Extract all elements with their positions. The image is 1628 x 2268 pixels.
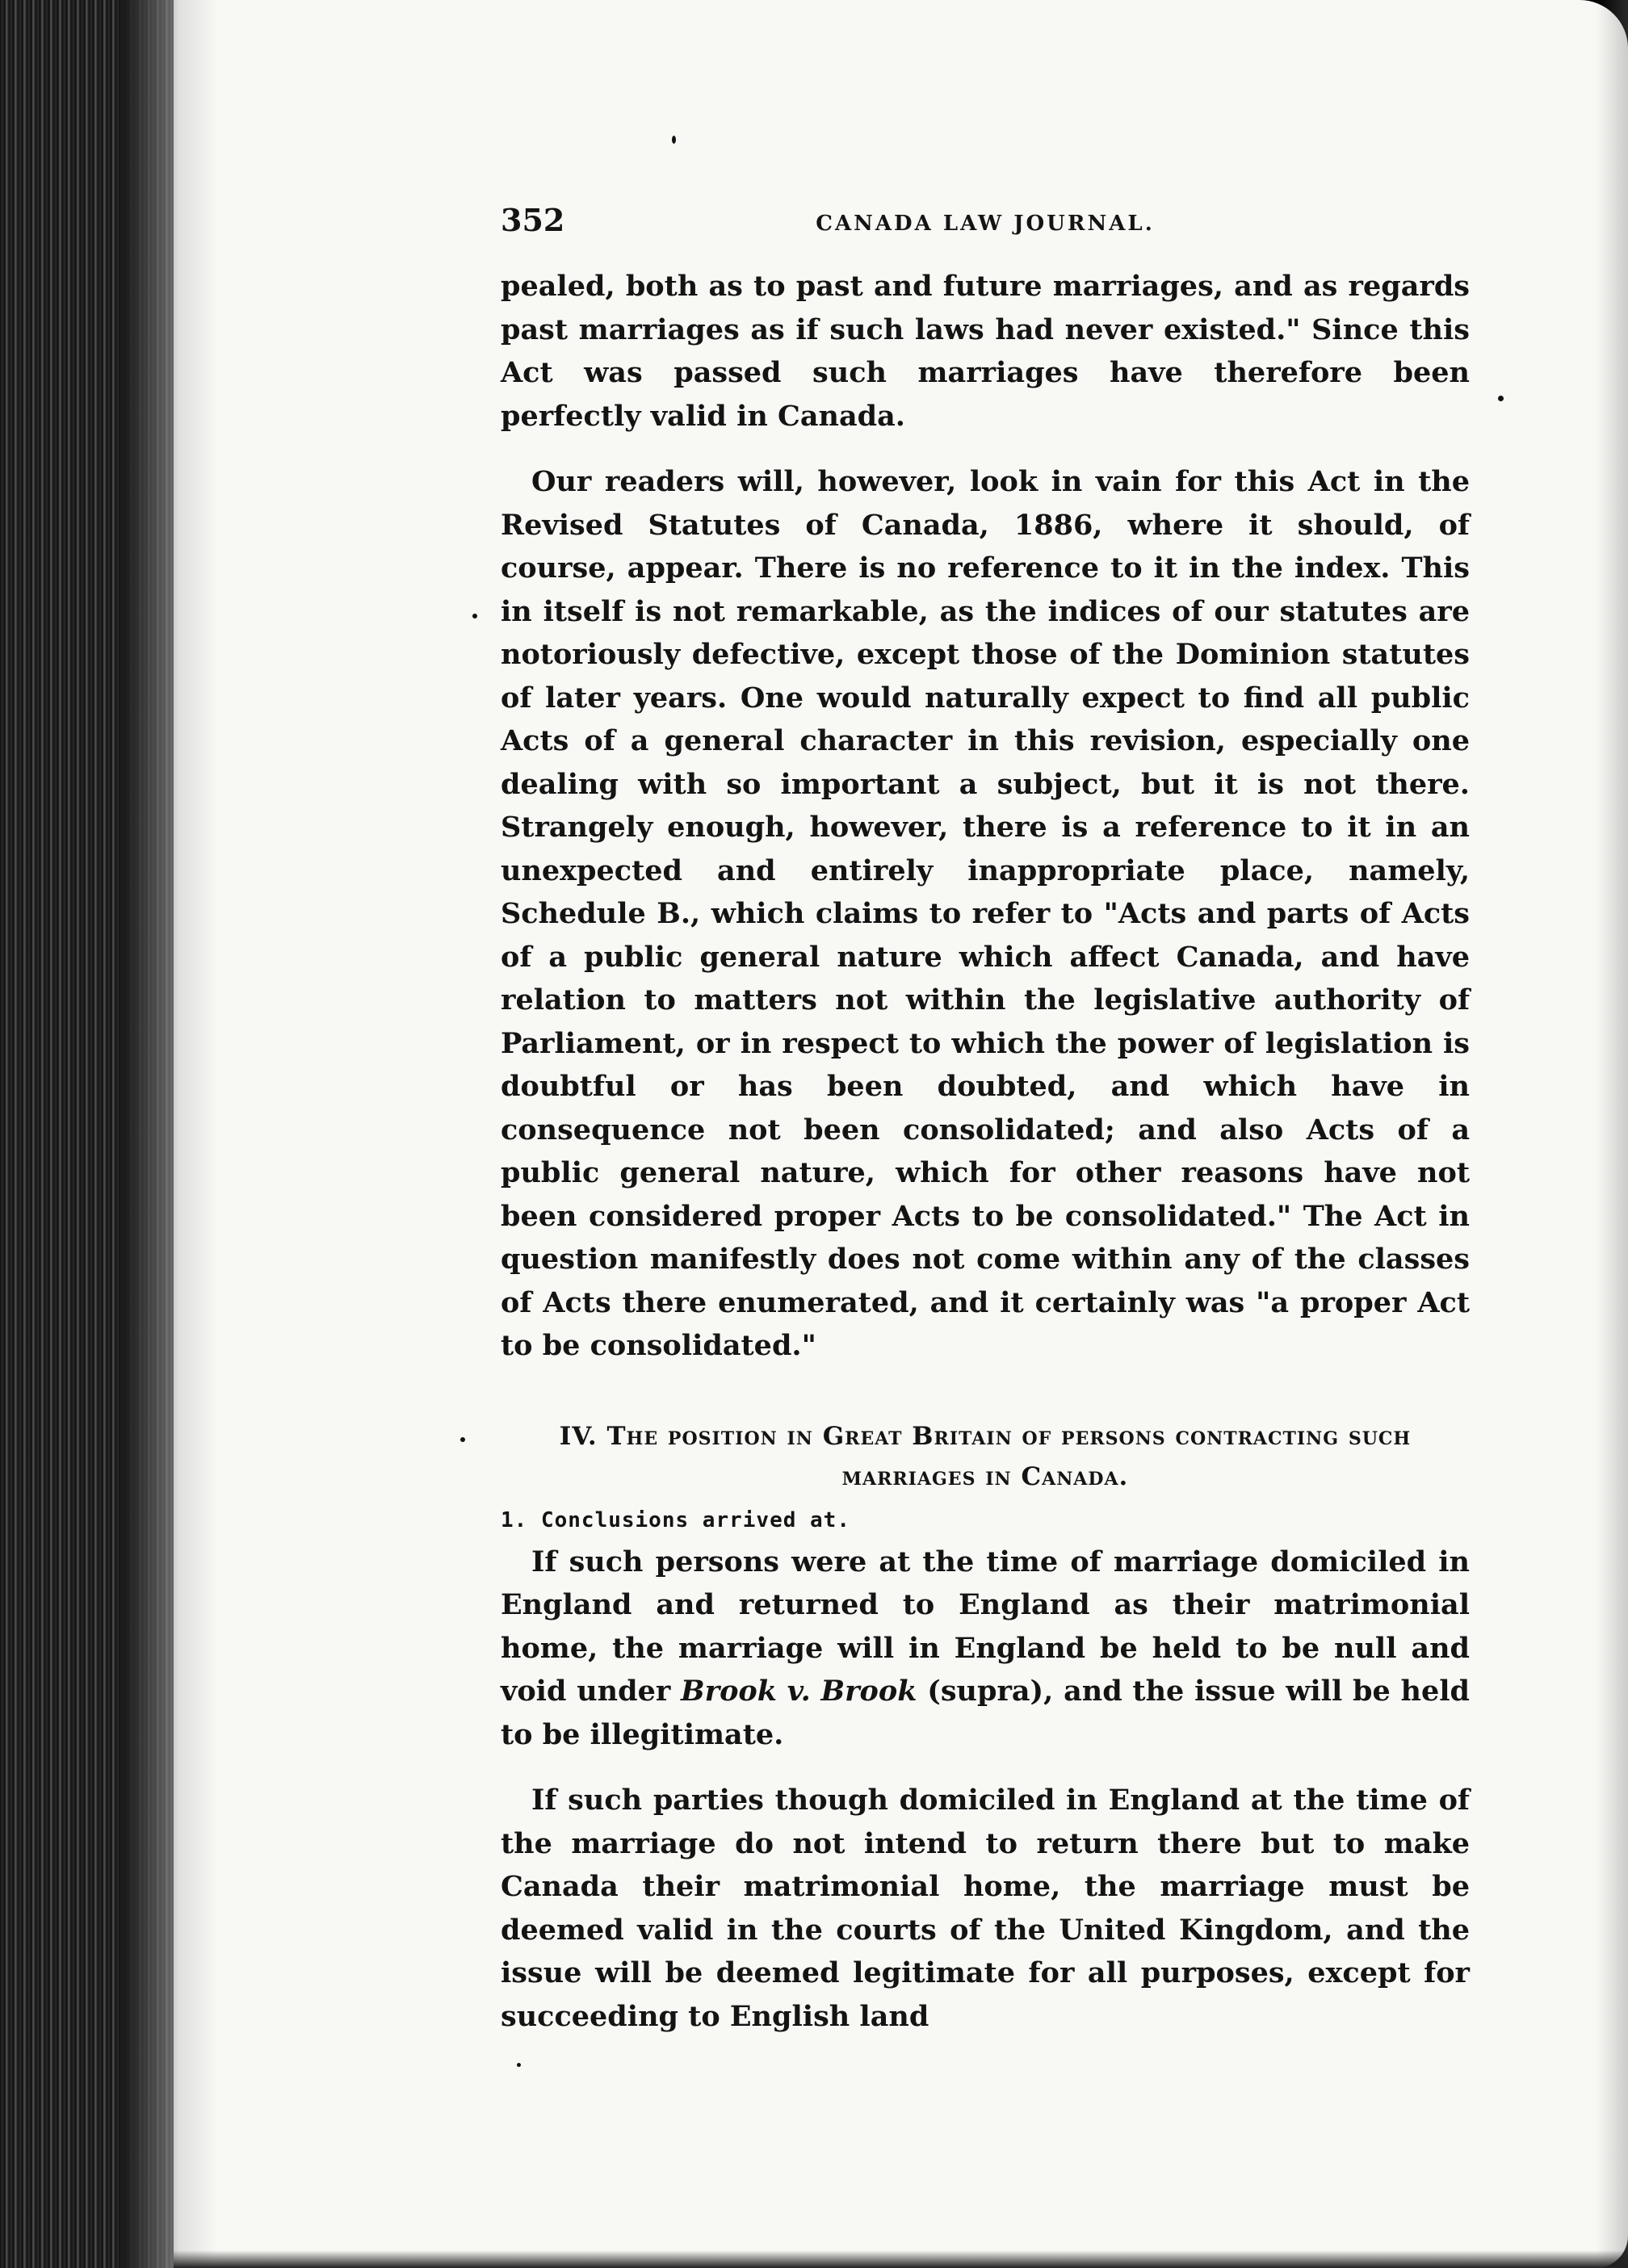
paragraph-continuation: pealed, both as to past and future marriages, and as regards past marriages as if such laws had never existed." Since this Act was passed such marriages have therefore been perfectly valid in Canada. — [501, 270, 1470, 433]
subheading-conclusions: 1. Conclusions arrived at. — [501, 1507, 850, 1532]
page-edge-shadow — [1596, 0, 1628, 2268]
scan-speck — [472, 614, 477, 618]
page-number: 352 — [501, 202, 565, 238]
case-citation: Brook v. Brook — [681, 1675, 917, 1708]
paragraph-text: (supra), and the issue will be held to be illegitimate. — [501, 1675, 1471, 1751]
paragraph-revised-statutes: Our readers will, however, look in vain for this Act in the Revised Statutes of Canada, 1886, where it should, of course, appear. There is no reference to it in the index. This in itself is not remarkable, as the indices of our statutes are notoriously defective, except those of the Dominion statutes of later years. One would naturally expect to find all public Acts of a general character in this revision, especially one dealing with so important a subject, but it is not there. Strangely enough, however, there is a reference to it in an unexpected and entirely inappropriate place, namely, Schedule B., which claims to refer to "Acts and parts of Acts of a public general nature which affect Canada, and have relation to matters not within the legislative authority of Parliament, or in respect to which the power of legislation is doubtful or has been doubted, and which have in consequence not been consolidated; and also Acts of a public general nature, which for other reasons have not been considered proper Acts to be consolidated." The Act in question manifestly does not come within any of the classes of Acts there enumerated, and it certainly was "a proper Act to be consolidated." — [501, 465, 1470, 1362]
text-block — [501, 202, 1470, 2038]
paragraph-matrimonial-home: If such parties though domiciled in England at the time of the marriage do not intend to return there but to make Canada their matrimonial home, the marriage must be deemed valid in the courts of the United Kingdom, and the issue will be deemed legitimate for all purposes, except for succeeding to English land — [501, 1784, 1470, 2033]
paragraph-domiciled-england — [501, 1541, 1470, 1757]
section-heading: IV. The position in Great Britain of persons contracting such marriages in Canada. — [559, 1421, 1412, 1491]
scan-speck — [672, 136, 676, 144]
gutter-shadow — [121, 0, 218, 2268]
scan-speck — [1498, 396, 1504, 401]
scan-speck — [460, 1437, 465, 1442]
page-bottom-shadow — [174, 2250, 1628, 2268]
scan-speck — [517, 2063, 521, 2067]
running-head — [501, 202, 1470, 250]
journal-title: CANADA LAW JOURNAL. — [816, 212, 1155, 236]
paragraph-text: If such persons were at the time of marriage domiciled in England and returned to England as their matrimonial home, the marriage will in England be held to be null and void under — [501, 1545, 1470, 1708]
